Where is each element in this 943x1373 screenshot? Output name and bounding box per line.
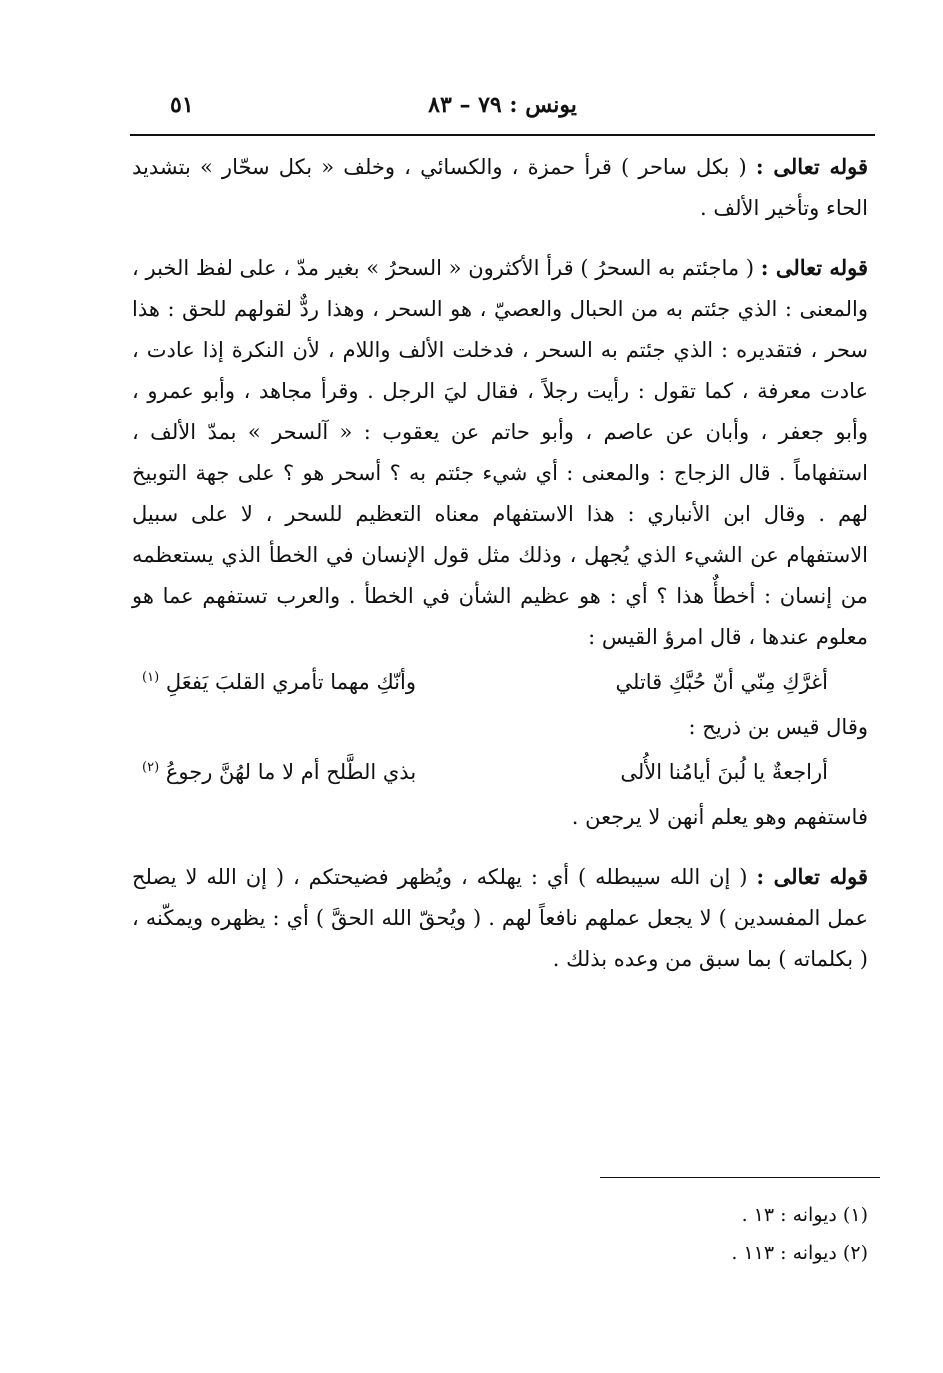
paragraph-1-text: ( بكل ساحر ) قرأ حمزة ، والكسائي ، وخلف « بكل سحّار » بتشديد الحاء وتأخير الألف . xyxy=(132,155,868,220)
verse-2-second-text: بذي الطَّلح أم لا ما لهُنَّ رجوعُ xyxy=(165,760,417,784)
verse-qays-ibn-dharih xyxy=(132,752,868,793)
paragraph-3 xyxy=(132,856,868,980)
verse-1-first-hemistich: أغرَّكِ مِنّي أنّ حُبَّكِ قاتلي xyxy=(615,670,828,694)
paragraph-2 xyxy=(132,247,868,658)
running-head: يونس : ٧٩ – ٨٣ xyxy=(428,92,577,118)
paragraph-3-lead: قوله تعالى : xyxy=(756,864,868,889)
footnote-2: (٢) ديوانه : ١١٣ . xyxy=(731,1242,868,1264)
main-text xyxy=(132,146,868,998)
footnote-marker-2: (٢) xyxy=(142,760,160,775)
footnotes xyxy=(600,1196,868,1272)
paragraph-3-text: ( إن الله سيبطله ) أي : يهلكه ، ويُظهر فضيحتكم ، ( إن الله لا يصلح عمل المفسدين ) لا يجعل عملهم نافعاً لهم . ( ويُحقّ الله الحقَّ ) أي : يظهره ويمكّنه ، ( بكلماته ) بما سبق من وعده بذلك . xyxy=(132,865,868,971)
paragraph-2-text: ( ماجئتم به السحرُ ) قرأ الأكثرون « السحرُ » بغير مدّ ، على لفظ الخبر ، والمعنى : الذي جئتم به من الحبال والعصيّ ، هو السحر ، وهذا ردٌّ لقولهم للحق : هذا سحر ، فتقديره : الذي جئتم به السحر ، فدخلت الألف واللام ، لأن النكرة إذا عادت ، عادت معرفة ، كما تقول : رأيت رجلاً ، فقال ليَ الرجل . وقرأ مجاهد ، وأبو عمرو ، وأبو جعفر ، وأبان عن عاصم ، وأبو حاتم عن يعقوب : « آلسحر » بمدّ الألف ، استفهاماً . قال الزجاج : والمعنى : أي شيء جئتم به ؟ أسحر هو ؟ على جهة التوبيخ لهم . وقال ابن الأنباري : هذا الاستفهام معناه التعظيم للسحر ، لا على سبيل الاستفهام عن الشيء الذي يُجهل ، وذلك مثل قول الإنسان في الخطأ الذي يستعظمه من إنسان : أخطأٌ هذا ؟ أي : هو عظيم الشأن في الخطأ . والعرب تستفهم عما هو معلوم عندها ، قال امرؤ القيس : xyxy=(132,256,868,649)
verse-1-second-text: وأنّكِ مهما تأمري القلبَ يَفعَلِ xyxy=(165,670,416,694)
header-rule xyxy=(130,134,875,136)
verse-2-first-hemistich: أراجعةٌ يا لُبنَ أيامُنا الأُلى xyxy=(620,760,828,784)
transition-line: وقال قيس بن ذريح : xyxy=(688,715,868,739)
verse-2-second-hemistich xyxy=(142,752,416,793)
paragraph-1 xyxy=(132,146,868,229)
footnote-marker-1: (١) xyxy=(142,670,160,685)
page-number: ٥١ xyxy=(170,92,194,118)
paragraph-2-lead: قوله تعالى : xyxy=(760,255,868,280)
footnote-1: (١) ديوانه : ١٣ . xyxy=(741,1204,868,1226)
verse-1-second-hemistich xyxy=(142,662,416,703)
paragraph-1-lead: قوله تعالى : xyxy=(755,154,868,179)
verse-imru-al-qays xyxy=(132,662,868,703)
page-header xyxy=(130,88,875,132)
after-verse-line: فاستفهم وهو يعلم أنهن لا يرجعن . xyxy=(571,805,868,829)
footnote-rule xyxy=(600,1177,880,1178)
